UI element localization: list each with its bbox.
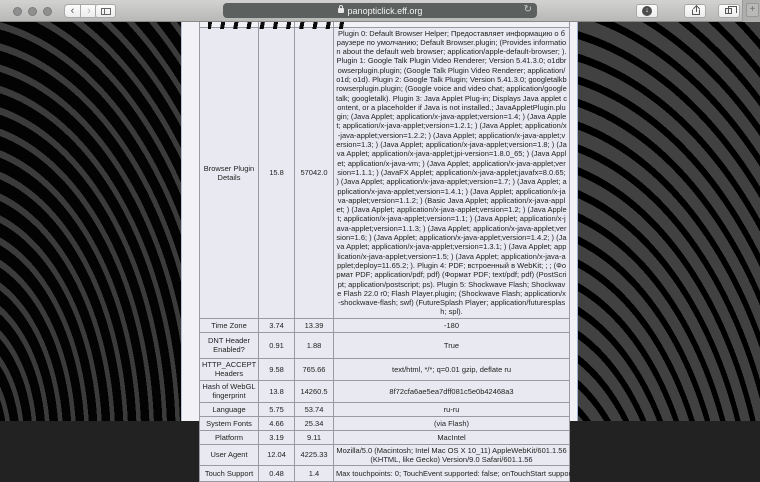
address-bar[interactable] [223,3,537,18]
table-row [200,358,570,380]
characteristic-cell: Platform [200,430,259,444]
value-cell: ru-ru [334,402,570,416]
one-in-x-cell: 765.66 [295,358,334,380]
value-cell: -180 [334,318,570,332]
table-row [200,402,570,416]
bits-cell: 12.04 [259,444,295,465]
bits-cell: 5.75 [259,402,295,416]
window-close-button[interactable] [13,7,22,16]
table-row [200,318,570,332]
table-row [200,27,570,318]
tabs-icon [725,8,732,14]
bits-cell: 0.91 [259,332,295,358]
characteristic-cell: Language [200,402,259,416]
page-viewport [0,22,760,478]
table-row [200,416,570,430]
back-button[interactable] [64,4,81,18]
value-cell: text/html, */*; q=0.01 gzip, deflate ru [334,358,570,380]
download-icon: ↓ [642,6,652,16]
characteristic-cell: User Agent [200,444,259,465]
bits-cell: 15.8 [259,27,295,318]
share-icon [692,9,700,15]
one-in-x-cell: 13.39 [295,318,334,332]
one-in-x-cell: 25.34 [295,416,334,430]
one-in-x-cell: 1.4 [295,465,334,481]
table-row [200,444,570,465]
one-in-x-cell: 57042.0 [295,27,334,318]
one-in-x-cell: 14260.5 [295,380,334,402]
bits-cell: 4.66 [259,416,295,430]
sidebar-toggle-button[interactable] [95,4,116,18]
tab-bar-edge [742,0,760,22]
bits-cell: 3.74 [259,318,295,332]
bits-cell: 13.8 [259,380,295,402]
value-cell: Mozilla/5.0 (Macintosh; Intel Mac OS X 10_11) AppleWebKit/601.1.56 (KHTML, like Gecko) Version/9.0 Safari/601.1.56 [334,444,570,465]
table-row [200,465,570,481]
characteristic-cell: Hash of WebGL fingerprint [200,380,259,402]
sidebar-icon [101,8,111,15]
reload-icon[interactable]: ↻ [523,4,532,15]
value-cell: (via Flash) [334,416,570,430]
fingerprint-artwork-ridges [208,22,350,29]
tab-overview-button[interactable] [718,4,740,18]
characteristic-cell: Browser Plugin Details [200,27,259,318]
page-content [181,22,602,478]
window-minimize-button[interactable] [28,7,37,16]
characteristic-cell: HTTP_ACCEPT Headers [200,358,259,380]
back-icon: ‹ [70,5,75,17]
browser-toolbar [0,0,760,22]
bits-cell: 9.58 [259,358,295,380]
table-row [200,380,570,402]
bits-cell: 3.19 [259,430,295,444]
value-cell: 8f72cfa6ae5ea7dff081c5e0b42468a3 [334,380,570,402]
new-tab-button[interactable] [746,3,759,17]
value-cell: MacIntel [334,430,570,444]
value-cell: True [334,332,570,358]
value-cell: Max touchpoints: 0; TouchEvent supported: false; onTouchStart supported: false [334,465,570,481]
table-row [200,430,570,444]
one-in-x-cell: 9.11 [295,430,334,444]
fingerprint-artwork-right [578,22,760,421]
one-in-x-cell: 1.88 [295,332,334,358]
characteristic-cell: Touch Support [200,465,259,481]
fingerprint-artwork-left [0,22,181,421]
plus-icon: + [749,4,756,15]
characteristic-cell: System Fonts [200,416,259,430]
url-text: panopticlick.eff.org [347,5,423,16]
window-zoom-button[interactable] [43,7,52,16]
characteristic-cell: DNT Header Enabled? [200,332,259,358]
characteristic-cell: Time Zone [200,318,259,332]
lock-icon [338,8,344,13]
table-row [200,332,570,358]
share-button[interactable] [684,4,706,18]
downloads-button[interactable] [636,4,658,18]
fingerprint-results-table [199,21,602,482]
one-in-x-cell: 53.74 [295,402,334,416]
bits-cell: 0.48 [259,465,295,481]
nav-buttons [64,4,98,18]
forward-icon: › [87,5,91,17]
value-cell: Plugin 0: Default Browser Helper; Предоставляет информацию о браузере по умолчанию; Default Browser.plugin; (Provides information about the default web browser; application/apple-default-browser; ). Plugin 1: Google Talk Plugin Video Renderer; Version 5.41.3.0; o1dbrowserplugin.plugin; (Google Talk Plugin Video Renderer; application/o1d; o1d). Plugin 2: Google Talk Plugin; Version 5.41.3.0; googletalkbrowserplugin.plugin; (Google voice and video chat; application/googletalk; googletalk). Plugin 3: Java Applet Plug-in; Displays Java applet content, or a placeholder if Java is not installed.; JavaAppletPlugin.plugin; (Java Applet; application/x-java-applet;version=1.4; ) (Java Applet; application/x-java-applet;version=1.2.1; ) (Java Applet; application/x-java-applet;version=1.2.2; ) (Java Applet; application/x-java-applet;version=1.3; ) (Java Applet; application/x-java-applet;version=1.8; ) (Java Applet; application/x-java-applet;jpi-version=1.8.0_65; ) (Java Applet; application/x-java-vm; ) (Java Applet; application/x-java-applet;version=1.1.1; ) (JavaFX Applet; application/x-java-applet;javafx=8.0.65; ) (Java Applet; application/x-java-applet;version=1.7; ) (Java Applet; application/x-java-applet;version=1.4.1; ) (Java Applet; application/x-java-applet;version=1.1.2; ) (Basic Java Applet; application/x-java-applet; ) (Java Applet; application/x-java-applet;version=1.2; ) (Java Applet; application/x-java-applet;version=1.1; ) (Java Applet; application/x-java-applet;version=1.1.3; ) (Java Applet; application/x-java-applet;version=1.6; ) (Java Applet; application/x-java-applet;version=1.4.2; ) (Java Applet; application/x-java-applet;version=1.3.1; ) (Java Applet; application/x-java-applet;version=1.5; ) (Java Applet; application/x-java-applet;deploy=11.65.2; ). Plugin 4: PDF; встроенный в WebKit; ; ; (Формат PDF; application/pdf; pdf) (Формат PDF; text/pdf; pdf) (PostScript; application/postscript; ps). Plugin 5: Shockwave Flash; Shockwave Flash 22.0 r0; Flash Player.plugin; (Shockwave Flash; application/x-shockwave-flash; swf) (FutureSplash Player; application/futuresplash; spl). [334,27,570,318]
one-in-x-cell: 4225.33 [295,444,334,465]
